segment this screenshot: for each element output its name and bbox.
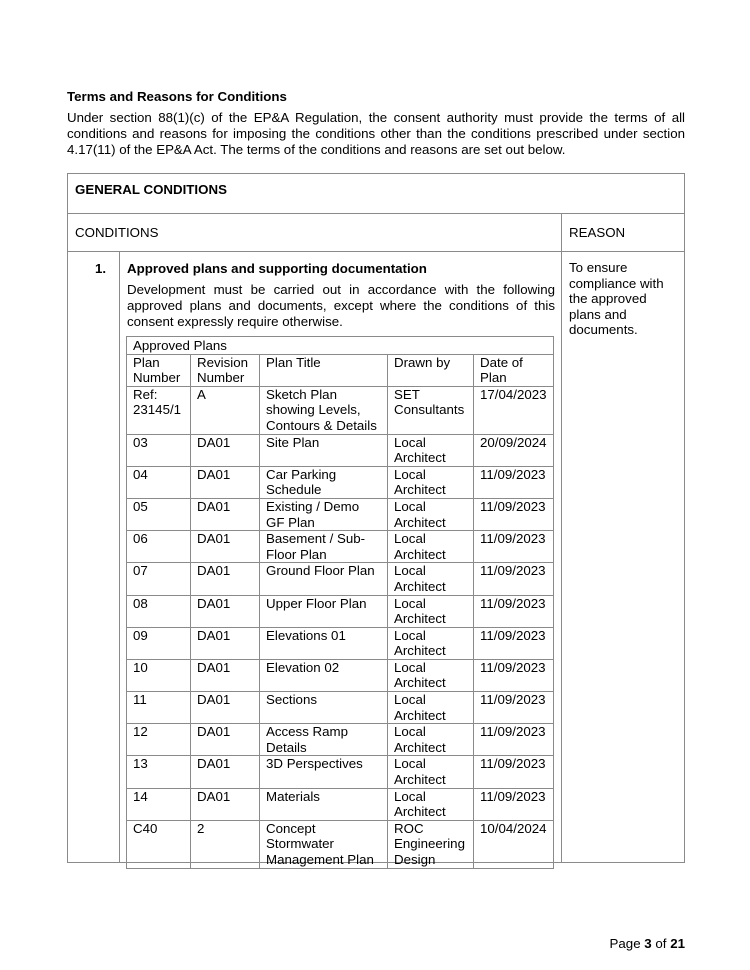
revision-cell: DA01 bbox=[191, 627, 260, 659]
date-cell: 11/09/2023 bbox=[474, 788, 554, 820]
plan-title-cell: Sketch Plan showing Levels, Contours & Details bbox=[260, 386, 388, 434]
approved-plans-caption: Approved Plans bbox=[127, 337, 554, 355]
table-row bbox=[127, 627, 554, 659]
plan-title-cell: 3D Perspectives bbox=[260, 756, 388, 788]
drawn-by-cell: Local Architect bbox=[388, 498, 474, 530]
drawn-by-cell: Local Architect bbox=[388, 724, 474, 756]
drawn-by-cell: ROC Engineering Design bbox=[388, 820, 474, 868]
column-header-row bbox=[68, 213, 684, 252]
intro-paragraph: Under section 88(1)(c) of the EP&A Regulation, the consent authority must provide the terms of all conditions and reasons for imposing the conditions other than the conditions prescribed under section 4.17(11) of the EP&A Act. The terms of the conditions and reasons are set out below. bbox=[67, 110, 685, 157]
plan-number-cell: 05 bbox=[127, 498, 191, 530]
table-row bbox=[127, 659, 554, 691]
drawn-by-cell: Local Architect bbox=[388, 627, 474, 659]
plan-number-cell: 07 bbox=[127, 563, 191, 595]
date-cell: 11/09/2023 bbox=[474, 756, 554, 788]
plan-number-cell: 11 bbox=[127, 692, 191, 724]
table-row bbox=[127, 788, 554, 820]
date-cell: 11/09/2023 bbox=[474, 659, 554, 691]
approved-plans-caption-row bbox=[127, 337, 554, 355]
table-row bbox=[127, 466, 554, 498]
header-plan-title: Plan Title bbox=[260, 354, 388, 386]
plan-title-cell: Basement / Sub-Floor Plan bbox=[260, 531, 388, 563]
table-row bbox=[127, 498, 554, 530]
reason-column-header: REASON bbox=[569, 225, 626, 240]
date-cell: 17/04/2023 bbox=[474, 386, 554, 434]
plan-number-cell: 14 bbox=[127, 788, 191, 820]
header-date-of-plan: Date of Plan bbox=[474, 354, 554, 386]
drawn-by-cell: SET Consultants bbox=[388, 386, 474, 434]
table-row bbox=[127, 595, 554, 627]
plan-title-cell: Access Ramp Details bbox=[260, 724, 388, 756]
page-current: 3 bbox=[644, 936, 652, 951]
revision-cell: DA01 bbox=[191, 466, 260, 498]
plan-number-cell: 12 bbox=[127, 724, 191, 756]
table-row bbox=[127, 820, 554, 868]
plan-title-cell: Site Plan bbox=[260, 434, 388, 466]
plan-number-cell: 04 bbox=[127, 466, 191, 498]
drawn-by-cell: Local Architect bbox=[388, 692, 474, 724]
table-row bbox=[127, 756, 554, 788]
drawn-by-cell: Local Architect bbox=[388, 434, 474, 466]
plan-title-cell: Elevations 01 bbox=[260, 627, 388, 659]
revision-cell: DA01 bbox=[191, 595, 260, 627]
approved-plans-header-row bbox=[127, 354, 554, 386]
plan-title-cell: Concept Stormwater Management Plan bbox=[260, 820, 388, 868]
plan-number-cell: 13 bbox=[127, 756, 191, 788]
date-cell: 11/09/2023 bbox=[474, 724, 554, 756]
plan-title-cell: Car Parking Schedule bbox=[260, 466, 388, 498]
revision-cell: DA01 bbox=[191, 724, 260, 756]
drawn-by-cell: Local Architect bbox=[388, 466, 474, 498]
page-number bbox=[610, 936, 685, 951]
drawn-by-cell: Local Architect bbox=[388, 595, 474, 627]
date-cell: 10/04/2024 bbox=[474, 820, 554, 868]
plan-title-cell: Sections bbox=[260, 692, 388, 724]
plan-number-cell: 09 bbox=[127, 627, 191, 659]
approved-plans-table bbox=[126, 336, 554, 869]
table-row bbox=[127, 434, 554, 466]
plan-title-cell: Elevation 02 bbox=[260, 659, 388, 691]
page-label: Page bbox=[609, 936, 641, 951]
table-row bbox=[127, 531, 554, 563]
revision-cell: DA01 bbox=[191, 756, 260, 788]
condition-title: Approved plans and supporting documentation bbox=[127, 261, 427, 276]
date-cell: 11/09/2023 bbox=[474, 563, 554, 595]
date-cell: 11/09/2023 bbox=[474, 692, 554, 724]
plan-number-cell: 10 bbox=[127, 659, 191, 691]
drawn-by-cell: Local Architect bbox=[388, 563, 474, 595]
date-cell: 11/09/2023 bbox=[474, 498, 554, 530]
revision-cell: DA01 bbox=[191, 659, 260, 691]
condition-reason: To ensure compliance with the approved plans and documents. bbox=[569, 260, 664, 337]
table-row bbox=[127, 724, 554, 756]
date-cell: 20/09/2024 bbox=[474, 434, 554, 466]
revision-cell: A bbox=[191, 386, 260, 434]
date-cell: 11/09/2023 bbox=[474, 595, 554, 627]
revision-cell: DA01 bbox=[191, 531, 260, 563]
drawn-by-cell: Local Architect bbox=[388, 756, 474, 788]
revision-cell: DA01 bbox=[191, 498, 260, 530]
general-conditions-row bbox=[68, 174, 684, 214]
condition-number: 1. bbox=[95, 261, 107, 276]
revision-cell: DA01 bbox=[191, 788, 260, 820]
table-row bbox=[127, 692, 554, 724]
plan-title-cell: Upper Floor Plan bbox=[260, 595, 388, 627]
revision-cell: 2 bbox=[191, 820, 260, 868]
table-row bbox=[127, 386, 554, 434]
plan-title-cell: Existing / Demo GF Plan bbox=[260, 498, 388, 530]
number-column-divider bbox=[119, 251, 120, 863]
date-cell: 11/09/2023 bbox=[474, 531, 554, 563]
header-revision-number: Revision Number bbox=[191, 354, 260, 386]
drawn-by-cell: Local Architect bbox=[388, 531, 474, 563]
plan-number-cell: C40 bbox=[127, 820, 191, 868]
date-cell: 11/09/2023 bbox=[474, 627, 554, 659]
section-heading: Terms and Reasons for Conditions bbox=[67, 89, 287, 104]
page-total: 21 bbox=[670, 936, 685, 951]
plan-number-cell: Ref: 23145/1 bbox=[127, 386, 191, 434]
header-plan-number: Plan Number bbox=[127, 354, 191, 386]
reason-column-divider bbox=[561, 213, 562, 863]
revision-cell: DA01 bbox=[191, 434, 260, 466]
plan-title-cell: Materials bbox=[260, 788, 388, 820]
plan-number-cell: 08 bbox=[127, 595, 191, 627]
table-row bbox=[127, 563, 554, 595]
revision-cell: DA01 bbox=[191, 692, 260, 724]
plan-number-cell: 06 bbox=[127, 531, 191, 563]
plan-number-cell: 03 bbox=[127, 434, 191, 466]
page-of: of bbox=[655, 936, 667, 951]
condition-body: Development must be carried out in accordance with the following approved plans and documents, except where the conditions of this consent expressly require otherwise. bbox=[127, 282, 555, 329]
drawn-by-cell: Local Architect bbox=[388, 659, 474, 691]
header-drawn-by: Drawn by bbox=[388, 354, 474, 386]
plan-title-cell: Ground Floor Plan bbox=[260, 563, 388, 595]
conditions-column-header: CONDITIONS bbox=[75, 225, 159, 240]
general-conditions-header: GENERAL CONDITIONS bbox=[75, 182, 227, 197]
date-cell: 11/09/2023 bbox=[474, 466, 554, 498]
drawn-by-cell: Local Architect bbox=[388, 788, 474, 820]
revision-cell: DA01 bbox=[191, 563, 260, 595]
